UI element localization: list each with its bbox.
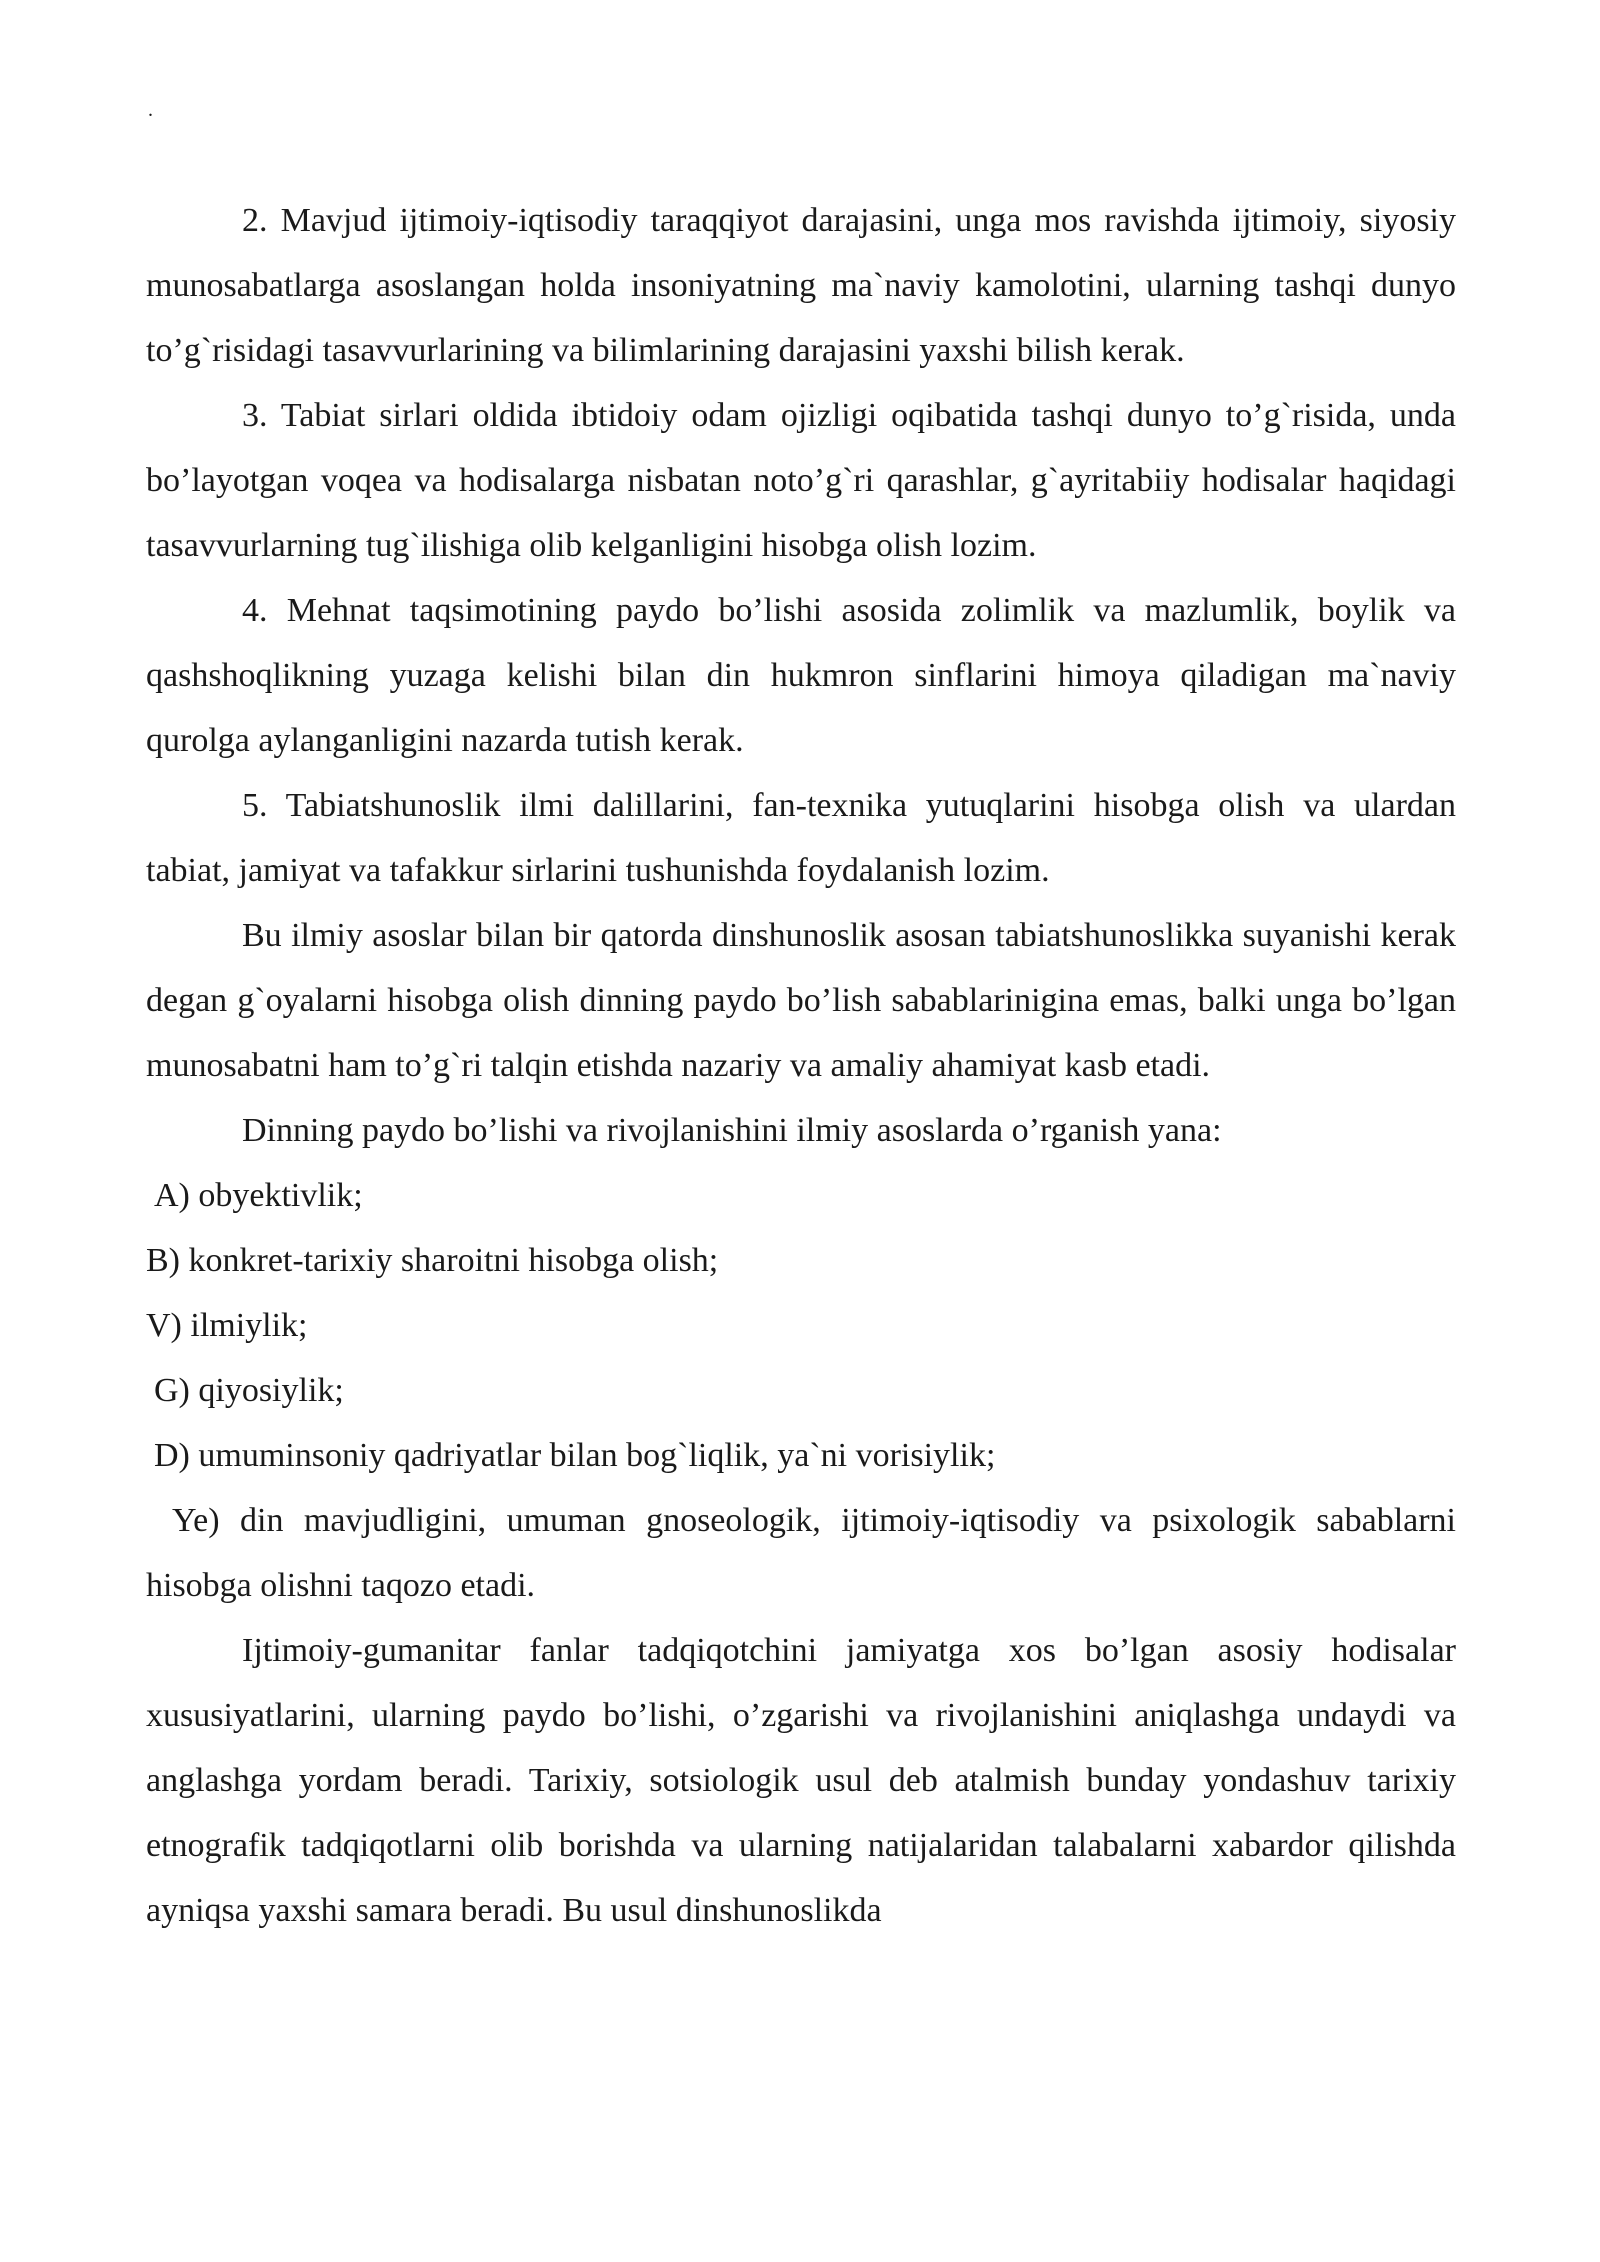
list-item-ye-text: Ye) din mavjudligini, umuman gnoseologik, ijtimoiy-iqtisodiy va psixologik sabablarni hisobga olishni taqozo etadi. — [146, 1502, 1456, 1604]
paragraph-closing: Ijtimoiy-gumanitar fanlar tadqiqotchini jamiyatga xos bo’lgan asosiy hodisalar xususiyatlarini, ularning paydo bo’lishi, o’zgarishi va rivojlanishini aniqlashga undaydi va anglashga yordam beradi. Tarixiy, sotsiologik usul deb atalmish bunday yondashuv tarixiy etnografik tadqiqotlarni olib borishda va ularning natijalaridan talabalarni xabardor qilishda ayniqsa yaxshi samara beradi. Bu usul dinshunoslikda — [146, 1632, 1456, 1929]
paragraph-point-5: 5. Tabiatshunoslik ilmi dalillarini, fan-texnika yutuqlarini hisobga olish va ulardan tabiat, jamiyat va tafakkur sirlarini tushunishda foydalanish lozim. — [146, 787, 1456, 889]
paragraph-point-4: 4. Mehnat taqsimotining paydo bo’lishi asosida zolimlik va mazlumlik, boylik va qashshoqlikning yuzaga kelishi bilan din hukmron sinflarini himoya qiladigan ma`naviy qurolga aylanganligini nazarda tutish kerak. — [146, 592, 1456, 759]
list-item-b: B) konkret-tarixiy sharoitni hisobga olish; — [146, 1242, 719, 1279]
paragraph-point-3: 3. Tabiat sirlari oldida ibtidoiy odam ojizligi oqibatida tashqi dunyo to’g`risida, unda bo’layotgan voqea va hodisalarga nisbatan noto’g`ri qarashlar, g`ayritabiiy hodisalar haqidagi tasavvurlarning tug`ilishiga olib kelganligini hisobga olish lozim. — [146, 397, 1456, 564]
list-item-g: G) qiyosiylik; — [154, 1372, 344, 1409]
paragraph-list-intro: Dinning paydo bo’lishi va rivojlanishini ilmiy asoslarda o’rganish yana: — [242, 1112, 1222, 1149]
top-mark: . — [148, 99, 153, 121]
paragraph-scientific-bases: Bu ilmiy asoslar bilan bir qatorda dinshunoslik asosan tabiatshunoslikka suyanishi kerak degan g`oyalarni hisobga olish dinning paydo bo’lish sabablarinigina emas, balki unga bo’lgan munosabatni ham to’g`ri talqin etishda nazariy va amaliy ahamiyat kasb etadi. — [146, 917, 1456, 1084]
list-item-d: D) umuminsoniy qadriyatlar bilan bog`liqlik, ya`ni vorisiylik; — [154, 1437, 996, 1474]
list-item-a: A) obyektivlik; — [154, 1177, 363, 1214]
document-body — [146, 188, 1456, 1943]
paragraph-point-2: 2. Mavjud ijtimoiy-iqtisodiy taraqqiyot darajasini, unga mos ravishda ijtimoiy, siyosiy munosabatlarga asoslangan holda insoniyatning ma`naviy kamolotini, ularning tashqi dunyo to’g`risidagi tasavvurlarining va bilimlarining darajasini yaxshi bilish kerak. — [146, 202, 1456, 369]
list-item-ye — [146, 1488, 1456, 1618]
list-item-v: V) ilmiylik; — [146, 1307, 308, 1344]
